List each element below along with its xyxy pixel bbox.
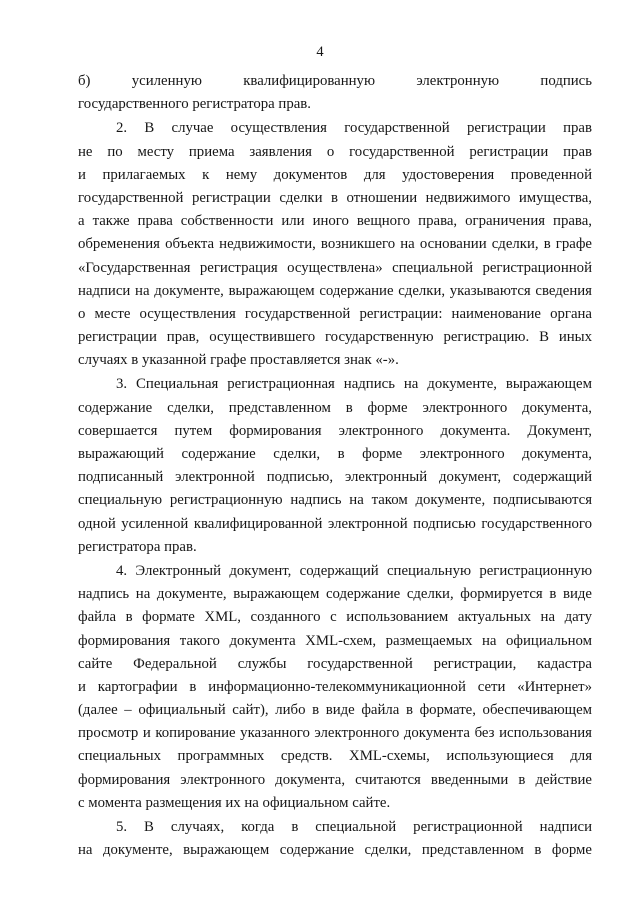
text-line: надписи на документе, выражающем содержание сделки, указываются сведения	[78, 282, 592, 299]
text-line: 5. В случаях, когда в специальной регистрационной надписи	[116, 819, 592, 835]
text-line: содержание сделки, представленном в форме электронного документа,	[78, 399, 592, 416]
text-line: на документе, выражающем содержание сделки, представленном в форме	[78, 842, 592, 859]
text-line: специальных программных средств. XML-схемы, использующиеся для	[78, 748, 592, 765]
text-line: случаях в указанной графе проставляется знак «-».	[78, 352, 399, 369]
text-line: 4. Электронный документ, содержащий специальную регистрационную	[116, 562, 592, 579]
text-line: совершается путем формирования электронного документа. Документ,	[78, 422, 592, 439]
text-line: не по месту приема заявления о государственной регистрации прав	[78, 143, 592, 160]
text-line: (далее – официальный сайт), либо в виде файла в формате, обеспечивающем	[78, 702, 592, 719]
text-line: формирования такого документа XML-схем, размещаемых на официальном	[78, 632, 592, 649]
text-line: о месте осуществления государственной регистрации: наименование органа	[78, 305, 592, 322]
text-line: государственной регистрации сделки в отношении недвижимого имущества,	[78, 189, 592, 206]
text-line: сайте Федеральной службы государственной регистрации, кадастра	[78, 655, 592, 672]
text-line: файла в формате XML, созданного с использованием актуальных на дату	[78, 609, 592, 626]
text-line: 3. Специальная регистрационная надпись на документе, выражающем	[116, 376, 592, 393]
text-line: и прилагаемых к нему документов для удостоверения проведенной	[78, 166, 592, 183]
text-line: и картографии в информационно-телекоммуникационной сети «Интернет»	[78, 678, 592, 695]
document-body	[78, 70, 592, 862]
text-line: 2. В случае осуществления государственной регистрации прав	[116, 120, 592, 137]
text-line: а также права собственности или иного вещного права, ограничения права,	[78, 213, 592, 230]
page-number: 4	[316, 44, 324, 60]
text-line: специальную регистрационную надпись на таком документе, подписываются	[78, 492, 592, 509]
text-line: одной усиленной квалифицированной электронной подписью государственного	[78, 515, 592, 532]
text-line: формирования электронного документа, считаются введенными в действие	[78, 771, 592, 788]
text-line: просмотр и копирование указанного электронного документа без использования	[78, 725, 592, 742]
text-line: выражающий содержание сделки, в форме электронного документа,	[78, 446, 592, 462]
text-line: надпись на документе, выражающем содержание сделки, формируется в виде	[78, 586, 592, 603]
text-line: подписанный электронной подписью, электронный документ, содержащий	[78, 469, 592, 486]
text-line: обременения объекта недвижимости, возникшего на основании сделки, в графе	[78, 236, 592, 253]
text-line: с момента размещения их на официальном сайте.	[78, 794, 391, 811]
text-line: «Государственная регистрация осуществлена» специальной регистрационной	[78, 259, 592, 276]
text-line: государственного регистратора прав.	[78, 96, 311, 113]
text-line: б) усиленную квалифицированную электронную подпись	[78, 73, 592, 89]
text-line: регистратора прав.	[78, 538, 197, 555]
text-line: регистрации прав, осуществившего государственную регистрацию. В иных	[78, 329, 592, 346]
